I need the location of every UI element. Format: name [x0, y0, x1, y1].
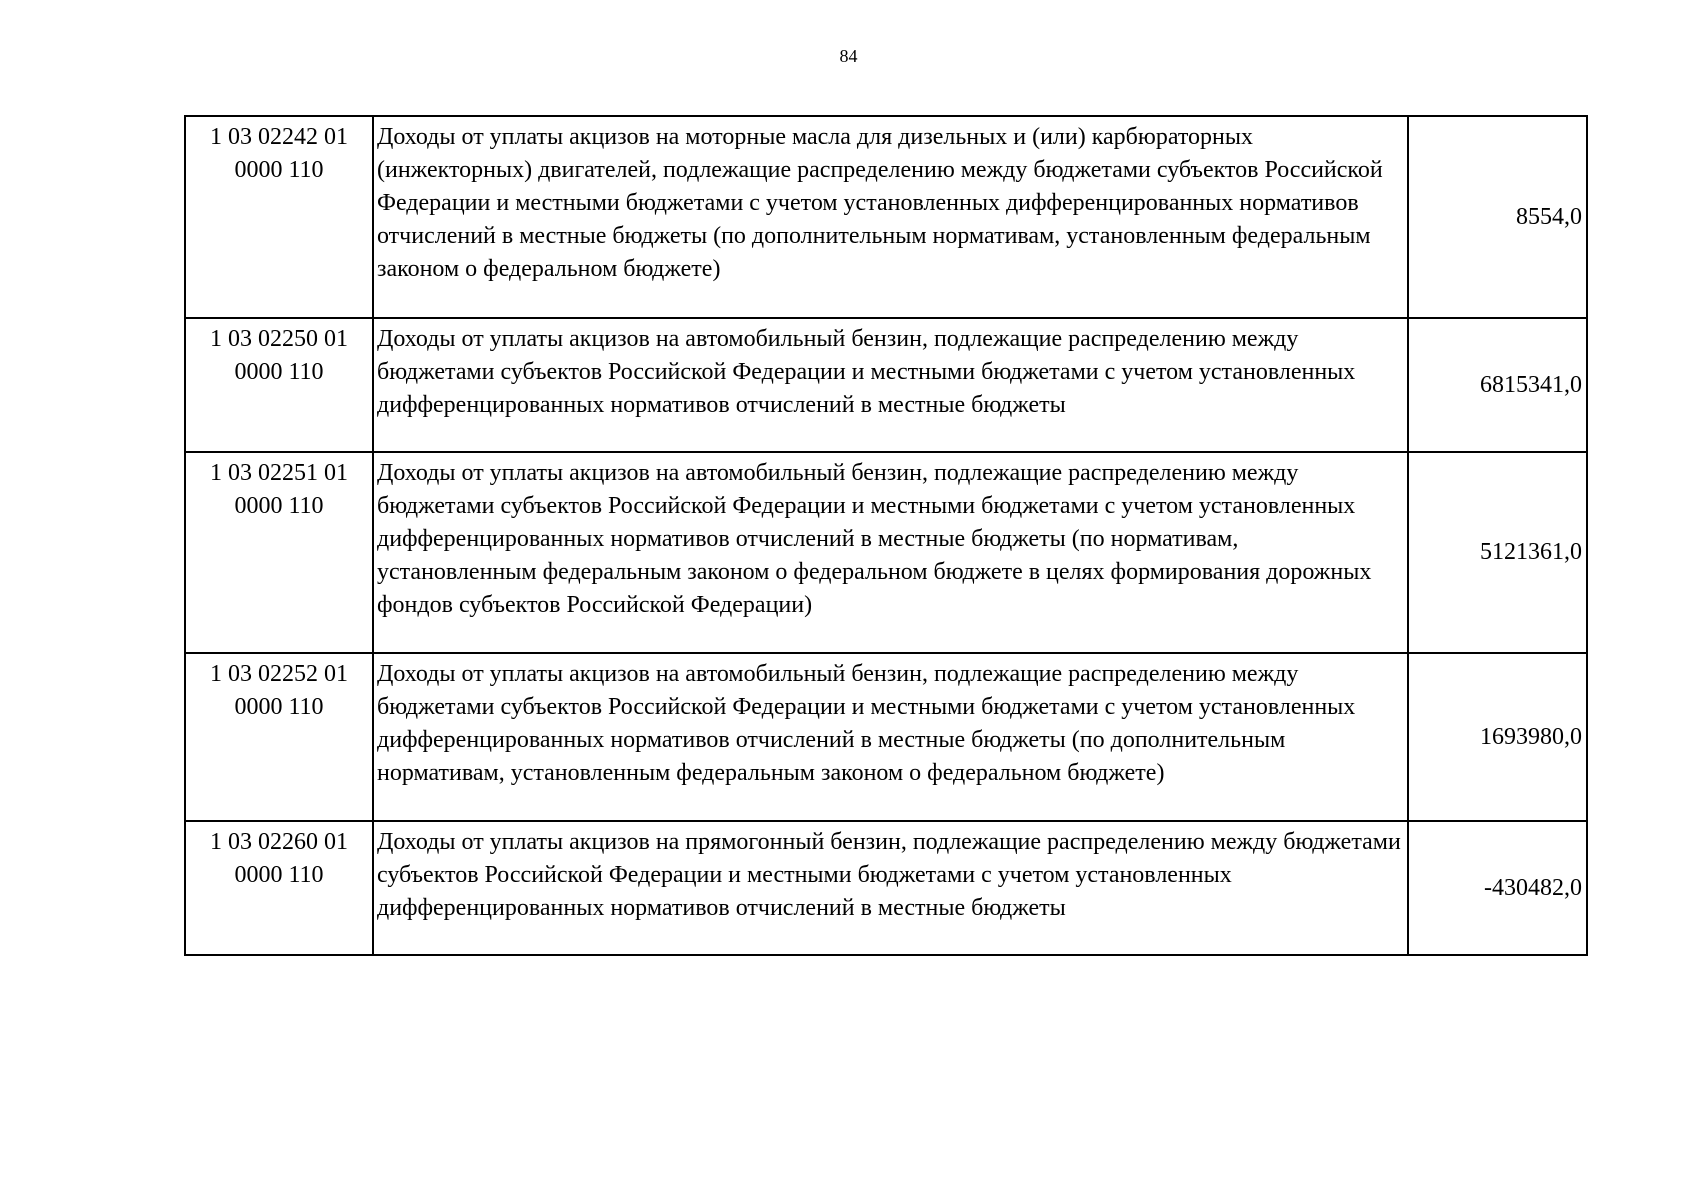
- table-row: [185, 116, 1587, 318]
- table-row: [185, 318, 1587, 452]
- table-row: [185, 653, 1587, 821]
- table-row: [185, 821, 1587, 955]
- revenue-description-cell: Доходы от уплаты акцизов на автомобильный бензин, подлежащие распределению между бюджетами субъектов Российской Федерации и местными бюджетами с учетом установленных дифференцированных нормативов отчислений в местные бюджеты (по дополнительным нормативам, установленным федеральным законом о федеральном бюджете): [373, 653, 1408, 821]
- revenue-amount-cell: 8554,0: [1408, 116, 1587, 318]
- revenue-code-line: 0000 110: [234, 694, 324, 720]
- revenue-code-line: 1 03 02242 01: [210, 124, 348, 150]
- revenue-code-line: 1 03 02250 01: [210, 326, 348, 352]
- revenue-description-cell: Доходы от уплаты акцизов на моторные масла для дизельных и (или) карбюраторных (инжекторных) двигателей, подлежащие распределению между бюджетами субъектов Российской Федерации и местными бюджетами с учетом установленных дифференцированных нормативов отчислений в местные бюджеты (по дополнительным нормативам, установленным федеральным законом о федеральном бюджете): [373, 116, 1408, 318]
- revenue-description-cell: Доходы от уплаты акцизов на автомобильный бензин, подлежащие распределению между бюджетами субъектов Российской Федерации и местными бюджетами с учетом установленных дифференцированных нормативов отчислений в местные бюджеты (по нормативам, установленным федеральным законом о федеральном бюджете в целях формирования дорожных фондов субъектов Российской Федерации): [373, 452, 1408, 653]
- revenue-code-line: 0000 110: [234, 862, 324, 888]
- revenue-code-line: 1 03 02252 01: [210, 661, 348, 687]
- page-number: 84: [839, 46, 858, 66]
- revenue-amount-cell: -430482,0: [1408, 821, 1587, 955]
- revenue-code-line: 1 03 02251 01: [210, 460, 348, 486]
- revenue-code-line: 0000 110: [234, 157, 324, 183]
- revenue-amount-cell: 5121361,0: [1408, 452, 1587, 653]
- revenue-code-cell: [185, 653, 373, 821]
- revenue-code-line: 1 03 02260 01: [210, 829, 348, 855]
- revenue-code-line: 0000 110: [234, 493, 324, 519]
- revenue-code-cell: [185, 821, 373, 955]
- budget-revenue-table: [184, 115, 1588, 956]
- revenue-code-line: 0000 110: [234, 359, 324, 385]
- revenue-code-cell: [185, 318, 373, 452]
- table-row: [185, 452, 1587, 653]
- revenue-code-cell: [185, 452, 373, 653]
- revenue-description-cell: Доходы от уплаты акцизов на автомобильный бензин, подлежащие распределению между бюджетами субъектов Российской Федерации и местными бюджетами с учетом установленных дифференцированных нормативов отчислений в местные бюджеты: [373, 318, 1408, 452]
- revenue-code-cell: [185, 116, 373, 318]
- revenue-amount-cell: 6815341,0: [1408, 318, 1587, 452]
- revenue-amount-cell: 1693980,0: [1408, 653, 1587, 821]
- revenue-description-cell: Доходы от уплаты акцизов на прямогонный бензин, подлежащие распределению между бюджетами субъектов Российской Федерации и местными бюджетами с учетом установленных дифференцированных нормативов отчислений в местные бюджеты: [373, 821, 1408, 955]
